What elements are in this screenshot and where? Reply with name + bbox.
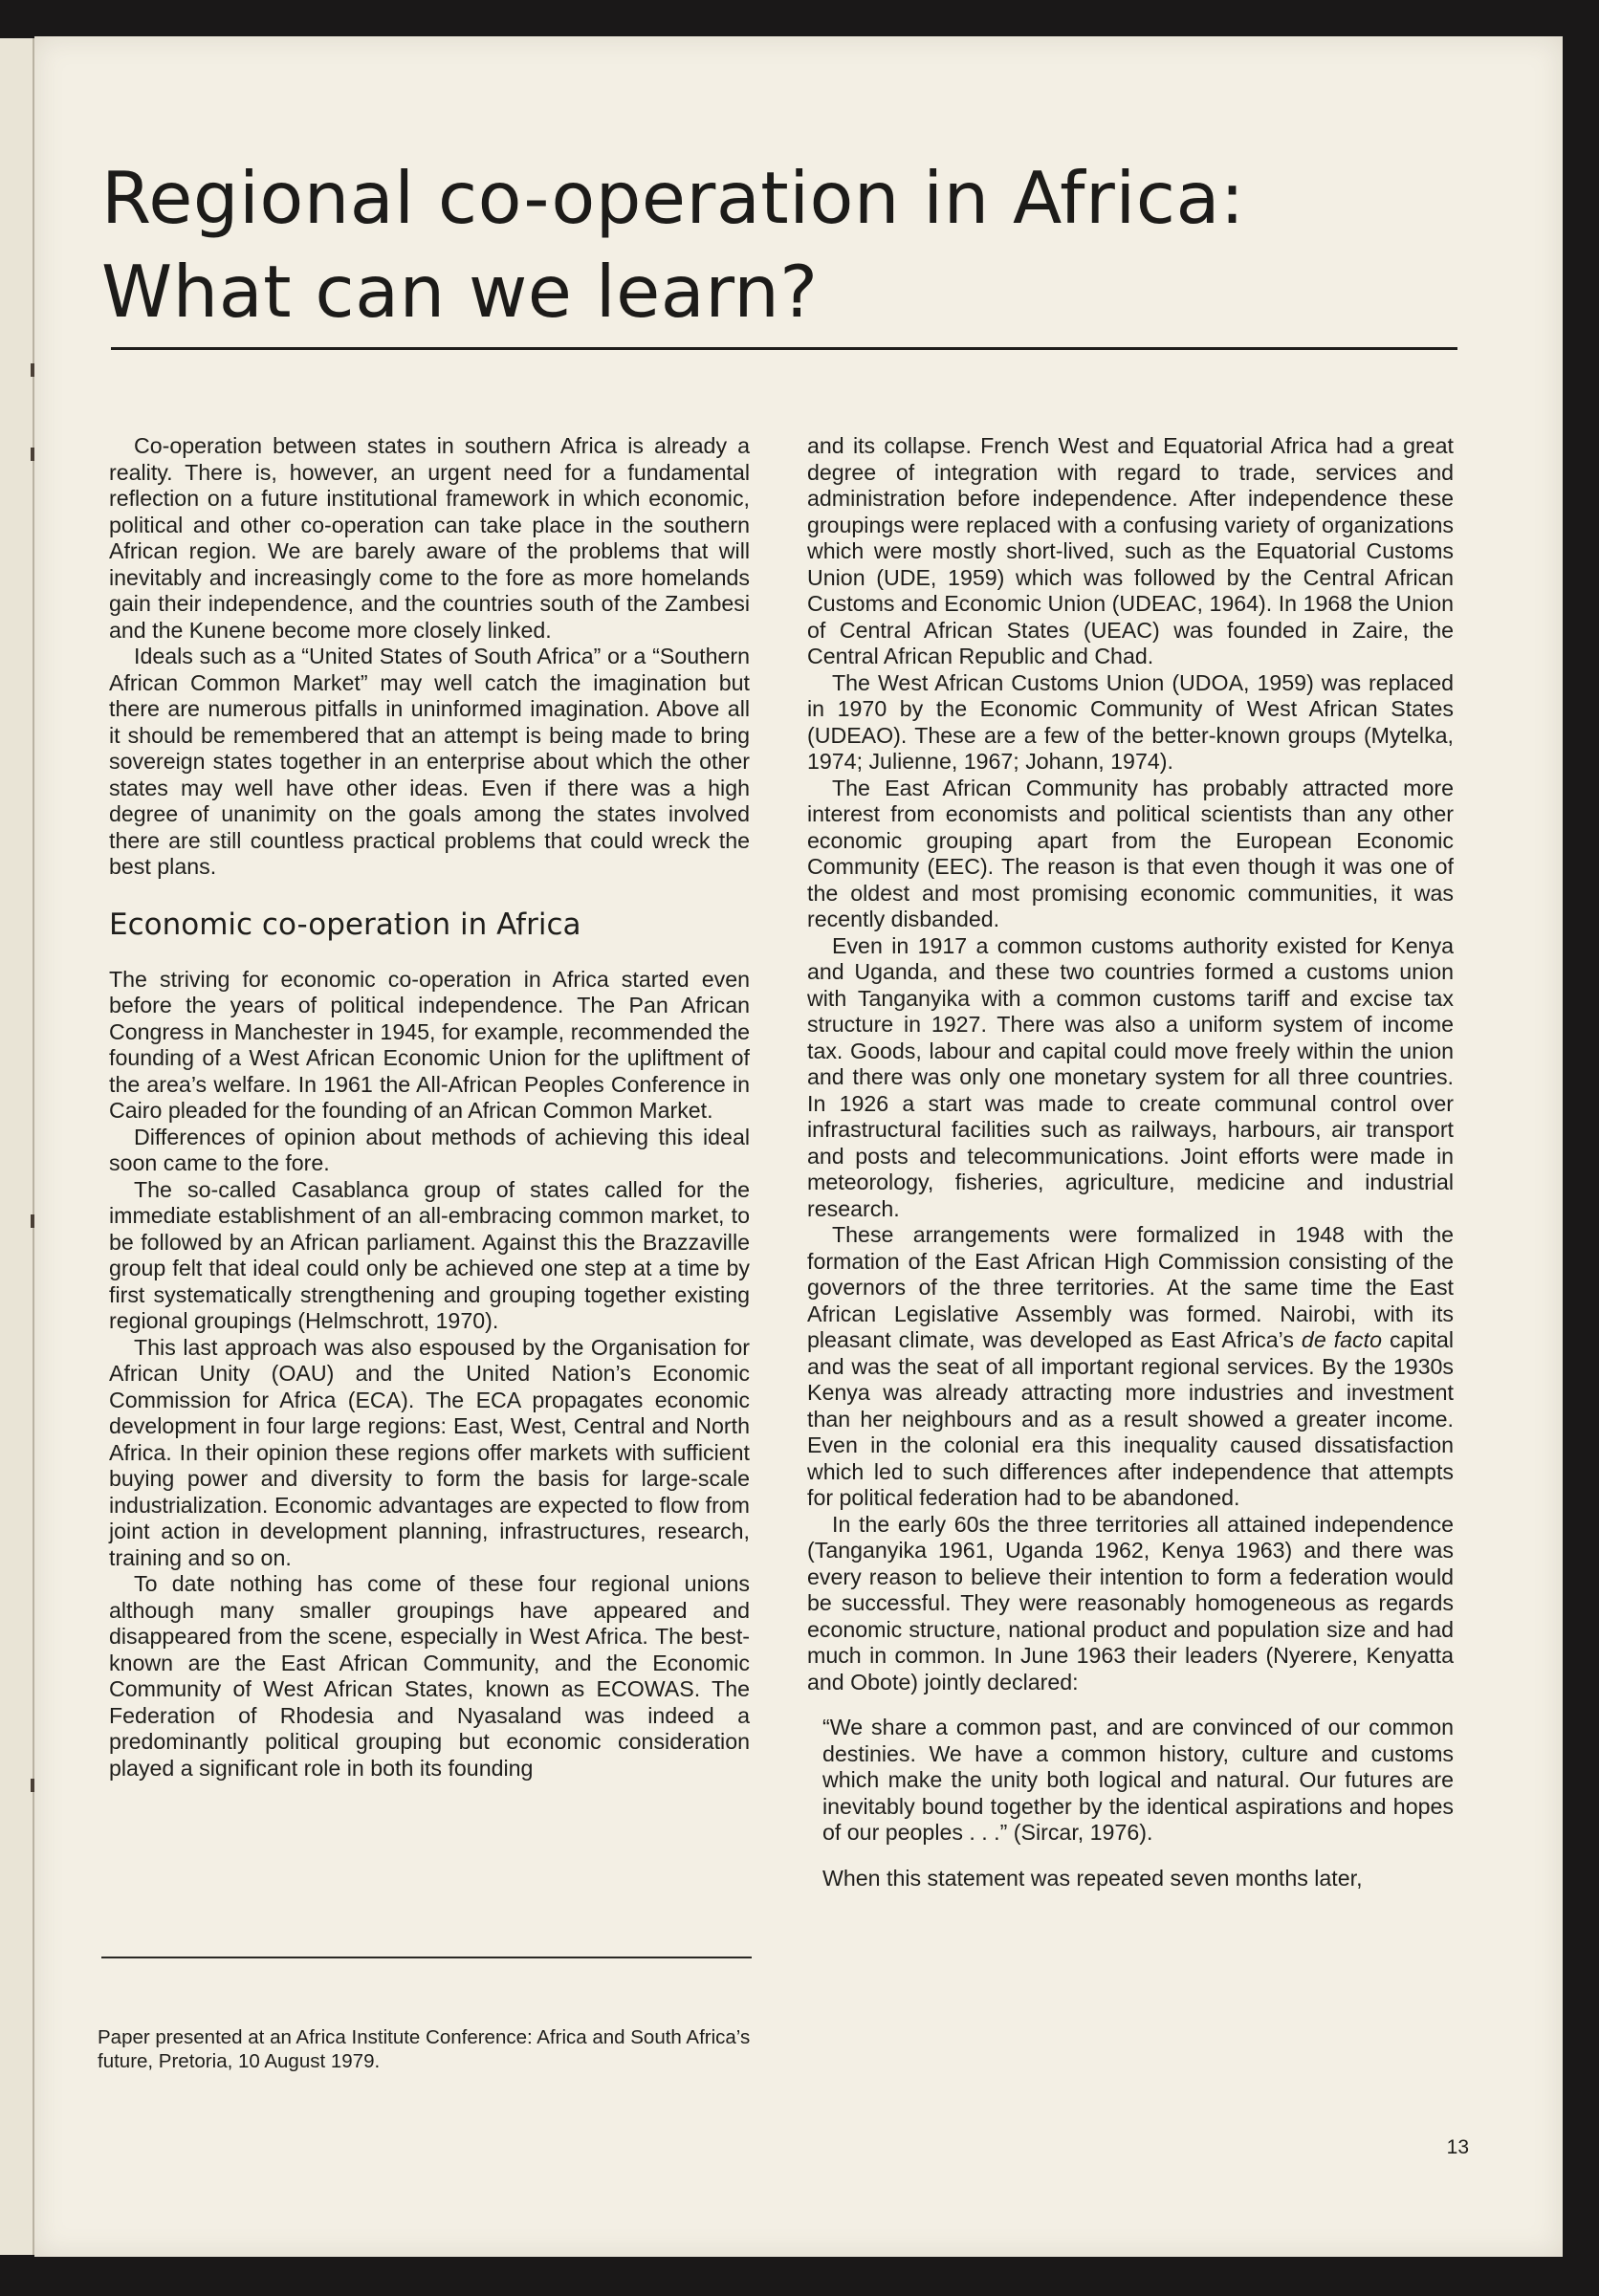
right-column: [807, 433, 1454, 1891]
body-paragraph: Differences of opinion about methods of achieving this ideal soon came to the fore.: [109, 1124, 750, 1175]
body-paragraph: The so-called Casablanca group of states called for the immediate establishment of an all-embracing common market, to be followed by an African parliament. Against this the Brazzaville group felt that ideal could only be achieved one step at a time by first systematically strengthening and grouping together existing regional groupings (Helmschrott, 1970).: [109, 1176, 750, 1333]
section-heading: Economic co-operation in Africa: [109, 907, 581, 942]
italic-phrase: de facto: [1301, 1327, 1382, 1352]
nairobi-paragraph: [807, 1222, 1454, 1512]
title-line-1: Regional co-operation in Africa:: [101, 156, 1245, 240]
nairobi-text: capital and was the seat of all important regional services. By the 1930s Kenya was already attracting more industries and investment than her neighbours and as a result showed a greater income. Even in the colonial era this inequality caused dissatisfaction which led to such differences after independence that attempts for political federation had to be abandoned.: [807, 1327, 1454, 1510]
body-paragraph: The East African Community has probably attracted more interest from economists and political scientists than any other economic grouping apart from the European Economic Community (EEC). The reason is that even though it was one of the oldest and most promising economic communities, it was recently disbanded.: [807, 775, 1454, 931]
title-divider: [111, 347, 1457, 350]
continued-paragraph: and its collapse. French West and Equatorial Africa had a great degree of integration with regard to trade, services and administration before independence. After independence these groupings were replaced with a confusing variety of organizations which were mostly short-lived, such as the Equatorial Customs Union (UDE, 1959) which was followed by the Central African Customs and Economic Union (UDEAC, 1964). In 1968 the Union of Central African States (UEAC) was founded in Zaire, the Central African Republic and Chad.: [807, 433, 1454, 668]
article-title: [101, 151, 1507, 339]
nairobi-text: These arrangements were formalized in 1948 with the formation of the East African High Commission consisting of the governors of the three territories. At the same time the East African Legislative Assembly was formed. Nairobi, with its pleasant climate, was developed as East Africa’s: [807, 1222, 1454, 1352]
body-paragraph: This last approach was also espoused by the Organisation for African Unity (OAU) and the United Nation’s Economic Commission for Africa (ECA). The ECA propagates economic development in four large regions: East, West, Central and North Africa. In their opinion these regions offer markets with sufficient buying power and diversity to form the basis for large-scale industrialization. Economic advantages are expected to flow from joint action in development planning, infrastructures, research, training and so on.: [109, 1334, 750, 1570]
intro-paragraph: Co-operation between states in southern Africa is already a reality. There is, however, an urgent need for a fundamental reflection on a future institutional framework in which economic, political and other co-operation can take place in the southern African region. We are barely aware of the problems that will inevitably and increasingly come to the fore as more homelands gain their independence, and the countries south of the Zambesi and the Kunene become more closely linked.: [109, 433, 750, 643]
block-quote: “We share a common past, and are convinced of our common destinies. We have a common history, culture and customs which make the unity both logical and natural. Our futures are inevitably bound together by the identical aspirations and hopes of our peoples . . .” (Sircar, 1976).: [822, 1715, 1454, 1845]
body-paragraph: To date nothing has come of these four regional unions although many smaller groupings have appeared and disappeared from the scene, especially in West Africa. The best-known are the East African Community, and the Economic Community of West African States, known as ECOWAS. The Federation of Rhodesia and Nyasaland was indeed a predominantly political grouping but economic consideration played a significant role in both its founding: [109, 1571, 750, 1781]
left-column: [109, 433, 750, 1782]
intro-paragraph: Ideals such as a “United States of South Africa” or a “Southern African Common Market” may well catch the imagination but there are numerous pitfalls in uninformed imagination. Above all it should be remembered that an attempt is being made to bring sovereign states together in an enterprise about which the other states may well have other ideas. Even if there was a high degree of unanimity on the goals among the states involved there are still countless practical problems that could wreck the best plans.: [109, 644, 750, 879]
page-number: 13: [1446, 2136, 1469, 2158]
body-paragraph: In the early 60s the three territories all attained independence (Tanganyika 1961, Uganda 1962, Kenya 1963) and there was every reason to believe their intention to form a federation would be successful. They were reasonably homogeneous as regards economic structure, national product and population size and had much in common. In June 1963 their leaders (Nyerere, Kenyatta and Obote) jointly declared:: [807, 1511, 1454, 1695]
body-paragraph: The West African Customs Union (UDOA, 1959) was replaced in 1970 by the Economic Community of West African States (UDEAO). These are a few of the better-known groups (Mytelka, 1974; Julienne, 1967; Johann, 1974).: [807, 669, 1454, 774]
footnote-divider: [101, 1957, 752, 1958]
footnote: Paper presented at an Africa Institute Conference: Africa and South Africa’s future, Pretoria, 10 August 1979.: [98, 2026, 751, 2072]
body-paragraph: The striving for economic co-operation in Africa started even before the years of political independence. The Pan African Congress in Manchester in 1945, for example, recommended the founding of a West African Economic Union for the upliftment of the area’s welfare. In 1961 the All-African Peoples Conference in Cairo pleaded for the founding of an African Common Market.: [109, 966, 750, 1123]
body-paragraph: When this statement was repeated seven months later,: [822, 1865, 1363, 1891]
title-line-2: What can we learn?: [101, 250, 819, 334]
document-page: [34, 36, 1563, 2257]
body-paragraph: Even in 1917 a common customs authority existed for Kenya and Uganda, and these two countries formed a customs union with Tanganyika with a common customs tariff and excise tax structure in 1927. There was also a uniform system of income tax. Goods, labour and capital could move freely within the union and there was only one monetary system for all three countries. In 1926 a start was made to create communal control over infrastructural facilities such as railways, harbours, air transport and posts and telecommunications. Joint efforts were made in meteorology, fisheries, agriculture, medicine and industrial research.: [807, 932, 1454, 1221]
facing-page-edge: [0, 38, 34, 2255]
